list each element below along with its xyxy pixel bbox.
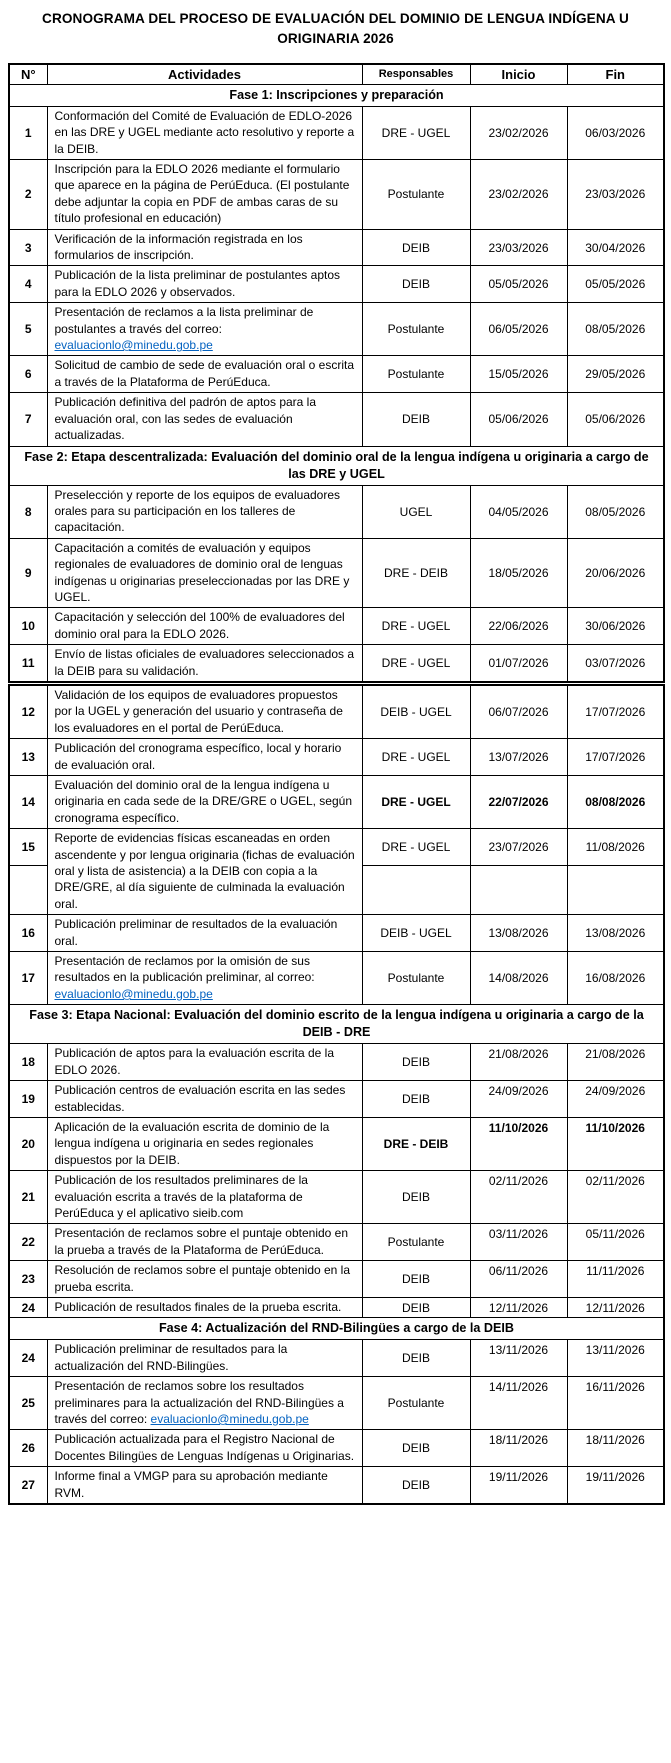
start-date-cell: 19/11/2026 [470, 1467, 567, 1504]
activity-cell [47, 229, 362, 266]
row-number-cell: 24 [9, 1297, 47, 1317]
activity-cell [47, 683, 362, 738]
end-date-cell: 05/06/2026 [567, 393, 664, 446]
column-header-numero: N° [9, 64, 47, 85]
activity-cell [47, 160, 362, 230]
table-row [9, 1297, 664, 1317]
table-row [9, 952, 664, 1005]
activity-cell [47, 1224, 362, 1261]
start-date-cell: 24/09/2026 [470, 1081, 567, 1118]
row-number-cell: 13 [9, 739, 47, 776]
activity-cell [47, 393, 362, 446]
activity-cell [47, 915, 362, 952]
start-date-cell: 13/08/2026 [470, 915, 567, 952]
responsible-cell: DEIB [362, 1430, 470, 1467]
responsible-cell: DEIB [362, 1297, 470, 1317]
start-date-cell: 06/05/2026 [470, 303, 567, 356]
table-row [9, 1340, 664, 1377]
table-row [9, 266, 664, 303]
row-number-cell: 27 [9, 1467, 47, 1504]
activity-text: Validación de los equipos de evaluadores propuestos por la UGEL y generación del usuario y contraseña de los evaluadores en el portal de PerúEduca. [54, 687, 343, 735]
row-number-cell: 24 [9, 1340, 47, 1377]
row-number-cell: 23 [9, 1261, 47, 1298]
table-row [9, 303, 664, 356]
row-number-cell: 5 [9, 303, 47, 356]
table-row [9, 393, 664, 446]
table-row [9, 739, 664, 776]
end-date-cell: 03/07/2026 [567, 645, 664, 684]
responsible-cell: DRE - UGEL [362, 776, 470, 829]
responsible-cell: DEIB - UGEL [362, 683, 470, 738]
column-header-inicio: Inicio [470, 64, 567, 85]
start-date-cell: 04/05/2026 [470, 485, 567, 538]
row-number-cell: 26 [9, 1430, 47, 1467]
start-date-cell: 18/11/2026 [470, 1430, 567, 1467]
table-row [9, 160, 664, 230]
row-number-cell: 18 [9, 1044, 47, 1081]
start-date-cell: 13/07/2026 [470, 739, 567, 776]
activity-cell [47, 952, 362, 1005]
phase-header-label: Fase 4: Actualización del RND-Bilingües a cargo de la DEIB [9, 1318, 664, 1340]
activity-text: Publicación preliminar de resultados para la actualización del RND-Bilingües. [54, 1342, 288, 1373]
table-row [9, 776, 664, 829]
start-date-cell: 12/11/2026 [470, 1297, 567, 1317]
table-row [9, 1081, 664, 1118]
phase-header-row [9, 1005, 664, 1044]
activity-text: Publicación del cronograma específico, local y horario de evaluación oral. [54, 741, 342, 772]
row-number-cell: 20 [9, 1117, 47, 1170]
responsible-cell: DRE - UGEL [362, 106, 470, 159]
end-date-cell: 11/11/2026 [567, 1261, 664, 1298]
email-link[interactable]: evaluacionlo@minedu.gob.pe [54, 338, 213, 353]
activity-text: Publicación de resultados finales de la prueba escrita. [54, 1299, 342, 1314]
activity-text: Conformación del Comité de Evaluación de EDLO-2026 en las DRE y UGEL mediante acto resolutivo y reporte a la DEIB. [54, 108, 355, 156]
start-date-cell: 11/10/2026 [470, 1117, 567, 1170]
start-date-cell: 15/05/2026 [470, 356, 567, 393]
activity-cell [47, 1377, 362, 1430]
table-row [9, 1377, 664, 1430]
start-date-cell: 14/08/2026 [470, 952, 567, 1005]
responsible-cell: DEIB [362, 1467, 470, 1504]
activity-cell [47, 1340, 362, 1377]
row-number-cell: 17 [9, 952, 47, 1005]
end-date-cell: 30/04/2026 [567, 229, 664, 266]
responsible-cell: UGEL [362, 485, 470, 538]
activity-text: Publicación de los resultados preliminares de la evaluación escrita a través de la plataforma de PerúEduca y el aplicativo sieib.com [54, 1173, 308, 1220]
phase-header-row [9, 1318, 664, 1340]
start-date-cell: 23/02/2026 [470, 160, 567, 230]
row-number-cell: 1 [9, 106, 47, 159]
end-date-cell: 08/05/2026 [567, 303, 664, 356]
table-row [9, 645, 664, 684]
end-date-cell: 02/11/2026 [567, 1171, 664, 1224]
responsible-cell: DEIB [362, 1261, 470, 1298]
activity-cell [47, 303, 362, 356]
responsible-cell: DRE - DEIB [362, 538, 470, 608]
table-row [9, 683, 664, 738]
table-row [9, 915, 664, 952]
start-date-cell [470, 866, 567, 915]
activity-text: Presentación de reclamos sobre el puntaje obtenido en la prueba a través de la Plataforma de PerúEduca. [54, 1226, 349, 1257]
table-row [9, 1467, 664, 1504]
table-row [9, 1117, 664, 1170]
table-row [9, 106, 664, 159]
activity-text: Solicitud de cambio de sede de evaluación oral o escrita a través de la Plataforma de PerúEduca. [54, 358, 355, 389]
start-date-cell: 01/07/2026 [470, 645, 567, 684]
end-date-cell: 08/05/2026 [567, 485, 664, 538]
responsible-cell: DRE - UGEL [362, 608, 470, 645]
activity-text: Resolución de reclamos sobre el puntaje obtenido en la prueba escrita. [54, 1263, 351, 1294]
start-date-cell: 13/11/2026 [470, 1340, 567, 1377]
start-date-cell: 23/07/2026 [470, 829, 567, 866]
row-number-cell: 6 [9, 356, 47, 393]
row-number-cell: 15 [9, 829, 47, 866]
activity-cell [47, 266, 362, 303]
activity-cell [47, 1171, 362, 1224]
start-date-cell: 05/05/2026 [470, 266, 567, 303]
activity-text: Reporte de evidencias físicas escaneadas en orden ascendente y por lengua originaria (fichas de evaluación oral y lista de asistencia) a la DEIB con copia a la DRE/GRE, al día siguiente de culminada la evaluación oral. [54, 831, 355, 911]
phase-header-label: Fase 3: Etapa Nacional: Evaluación del dominio escrito de la lengua indígena u originaria a cargo de la DEIB - DRE [9, 1005, 664, 1044]
activity-cell [47, 485, 362, 538]
start-date-cell: 03/11/2026 [470, 1224, 567, 1261]
responsible-cell: DEIB - UGEL [362, 915, 470, 952]
table-row [9, 1261, 664, 1298]
schedule-table-body [9, 84, 664, 1504]
end-date-cell: 05/05/2026 [567, 266, 664, 303]
activity-text: Evaluación del dominio oral de la lengua indígena u originaria en cada sede de la DRE/GRE o UGEL, según cronograma específico. [54, 778, 352, 825]
end-date-cell: 17/07/2026 [567, 683, 664, 738]
activity-text: Publicación centros de evaluación escrita en las sedes establecidas. [54, 1083, 346, 1114]
row-number-cell: 21 [9, 1171, 47, 1224]
responsible-cell: Postulante [362, 356, 470, 393]
responsible-cell [362, 866, 470, 915]
end-date-cell: 20/06/2026 [567, 538, 664, 608]
activity-text: Inscripción para la EDLO 2026 mediante el formulario que aparece en la página de PerúEduca. (El postulante debe adjuntar la copia en PDF de ambas caras de su título profesional en educación) [54, 162, 350, 226]
start-date-cell: 14/11/2026 [470, 1377, 567, 1430]
start-date-cell: 02/11/2026 [470, 1171, 567, 1224]
activity-text: Aplicación de la evaluación escrita de dominio de la lengua indígena u originaria en sedes regionales dispuestos por la DEIB. [54, 1119, 330, 1167]
activity-text: Verificación de la información registrada en los formularios de inscripción. [54, 231, 303, 263]
column-header-actividades: Actividades [47, 64, 362, 85]
activity-cell [47, 739, 362, 776]
activity-cell [47, 776, 362, 829]
table-row [9, 1430, 664, 1467]
activity-text: Capacitación a comités de evaluación y equipos regionales de evaluadores de dominio oral de lenguas indígenas u originarias preseleccionadas por las DRE y UGEL. [54, 540, 350, 604]
start-date-cell: 23/03/2026 [470, 229, 567, 266]
responsible-cell: Postulante [362, 952, 470, 1005]
activity-text: Publicación de aptos para la evaluación escrita de la EDLO 2026. [54, 1046, 335, 1077]
end-date-cell: 17/07/2026 [567, 739, 664, 776]
table-row [9, 608, 664, 645]
activity-text: Publicación preliminar de resultados de la evaluación oral. [54, 917, 338, 948]
responsible-cell: DEIB [362, 1081, 470, 1118]
activity-cell [47, 1117, 362, 1170]
phase-header-row [9, 446, 664, 485]
row-number-cell: 12 [9, 683, 47, 738]
activity-text: Presentación de reclamos por la omisión de sus resultados en la publicación preliminar, al correo: [54, 954, 315, 985]
row-number-cell: 4 [9, 266, 47, 303]
table-row [9, 1224, 664, 1261]
activity-cell [47, 645, 362, 684]
row-number-cell: 8 [9, 485, 47, 538]
start-date-cell: 05/06/2026 [470, 393, 567, 446]
table-row [9, 356, 664, 393]
column-header-responsables: Responsables [362, 64, 470, 85]
end-date-cell: 12/11/2026 [567, 1297, 664, 1317]
responsible-cell: Postulante [362, 160, 470, 230]
responsible-cell: DRE - UGEL [362, 739, 470, 776]
end-date-cell: 13/08/2026 [567, 915, 664, 952]
row-number-cell: 16 [9, 915, 47, 952]
row-number-cell: 3 [9, 229, 47, 266]
activity-cell [47, 1261, 362, 1298]
activity-text: Publicación definitiva del padrón de aptos para la evaluación oral, con las sedes de evaluación actualizadas. [54, 395, 317, 443]
activity-cell [47, 356, 362, 393]
activity-text: Publicación de la lista preliminar de postulantes aptos para la EDLO 2026 y observados. [54, 268, 340, 299]
start-date-cell: 18/05/2026 [470, 538, 567, 608]
row-number-cell: 9 [9, 538, 47, 608]
activity-cell [47, 1081, 362, 1118]
page-title: CRONOGRAMA DEL PROCESO DE EVALUACIÓN DEL DOMINIO DE LENGUA INDÍGENA U ORIGINARIA 2026 [42, 11, 629, 47]
end-date-cell: 16/08/2026 [567, 952, 664, 1005]
end-date-cell: 08/08/2026 [567, 776, 664, 829]
end-date-cell: 29/05/2026 [567, 356, 664, 393]
responsible-cell: Postulante [362, 1377, 470, 1430]
phase-header-label: Fase 2: Etapa descentralizada: Evaluación del dominio oral de la lengua indígena u originaria a cargo de las DRE y UGEL [9, 446, 664, 485]
activity-cell [47, 106, 362, 159]
end-date-cell: 06/03/2026 [567, 106, 664, 159]
end-date-cell: 16/11/2026 [567, 1377, 664, 1430]
end-date-cell: 11/08/2026 [567, 829, 664, 866]
activity-text: Presentación de reclamos a la lista preliminar de postulantes a través del correo: [54, 305, 314, 336]
end-date-cell: 30/06/2026 [567, 608, 664, 645]
start-date-cell: 22/06/2026 [470, 608, 567, 645]
table-row [9, 229, 664, 266]
activity-text: Envío de listas oficiales de evaluadores seleccionados a la DEIB para su validación. [54, 647, 355, 678]
activity-text: Publicación actualizada para el Registro Nacional de Docentes Bilingües de Lenguas Indígenas u Originarias. [54, 1432, 355, 1463]
activity-text: Presentación de reclamos sobre los resultados preliminares para la actualización del RND-Bilingües a través del correo: [54, 1379, 344, 1426]
responsible-cell: Postulante [362, 1224, 470, 1261]
table-row [9, 1171, 664, 1224]
row-number-cell: 22 [9, 1224, 47, 1261]
email-link[interactable]: evaluacionlo@minedu.gob.pe [54, 986, 213, 1001]
activity-cell [47, 538, 362, 608]
table-row [9, 1044, 664, 1081]
end-date-cell [567, 866, 664, 915]
table-row [9, 829, 664, 866]
responsible-cell: DRE - UGEL [362, 645, 470, 684]
activity-text: Capacitación y selección del 100% de evaluadores del dominio oral para la EDLO 2026. [54, 610, 345, 641]
end-date-cell: 23/03/2026 [567, 160, 664, 230]
responsible-cell: DEIB [362, 1340, 470, 1377]
end-date-cell: 21/08/2026 [567, 1044, 664, 1081]
responsible-cell: DEIB [362, 1044, 470, 1081]
end-date-cell: 13/11/2026 [567, 1340, 664, 1377]
activity-cell [47, 1044, 362, 1081]
end-date-cell: 18/11/2026 [567, 1430, 664, 1467]
row-number-cell [9, 866, 47, 915]
phase-header-row [9, 84, 664, 106]
row-number-cell: 25 [9, 1377, 47, 1430]
end-date-cell: 11/10/2026 [567, 1117, 664, 1170]
responsible-cell: DRE - UGEL [362, 829, 470, 866]
start-date-cell: 23/02/2026 [470, 106, 567, 159]
start-date-cell: 22/07/2026 [470, 776, 567, 829]
table-header-row [9, 64, 664, 85]
row-number-cell: 11 [9, 645, 47, 684]
activity-cell [47, 608, 362, 645]
activity-text: Informe final a VMGP para su aprobación mediante RVM. [54, 1469, 328, 1500]
row-number-cell: 14 [9, 776, 47, 829]
table-row [9, 538, 664, 608]
responsible-cell: DRE - DEIB [362, 1117, 470, 1170]
activity-cell [47, 1467, 362, 1504]
row-number-cell: 2 [9, 160, 47, 230]
column-header-fin: Fin [567, 64, 664, 85]
end-date-cell: 05/11/2026 [567, 1224, 664, 1261]
responsible-cell: Postulante [362, 303, 470, 356]
phase-header-label: Fase 1: Inscripciones y preparación [9, 84, 664, 106]
start-date-cell: 06/07/2026 [470, 683, 567, 738]
activity-cell [47, 1297, 362, 1317]
row-number-cell: 7 [9, 393, 47, 446]
activity-text: Preselección y reporte de los equipos de evaluadores orales para su participación en los talleres de capacitación. [54, 487, 341, 535]
end-date-cell: 19/11/2026 [567, 1467, 664, 1504]
responsible-cell: DEIB [362, 266, 470, 303]
start-date-cell: 06/11/2026 [470, 1261, 567, 1298]
responsible-cell: DEIB [362, 1171, 470, 1224]
activity-cell [47, 1430, 362, 1467]
row-number-cell: 19 [9, 1081, 47, 1118]
email-link[interactable]: evaluacionlo@minedu.gob.pe [150, 1412, 309, 1426]
row-number-cell: 10 [9, 608, 47, 645]
responsible-cell: DEIB [362, 393, 470, 446]
table-row [9, 485, 664, 538]
end-date-cell: 24/09/2026 [567, 1081, 664, 1118]
activity-cell [47, 829, 362, 915]
responsible-cell: DEIB [362, 229, 470, 266]
start-date-cell: 21/08/2026 [470, 1044, 567, 1081]
schedule-table [8, 63, 665, 1505]
